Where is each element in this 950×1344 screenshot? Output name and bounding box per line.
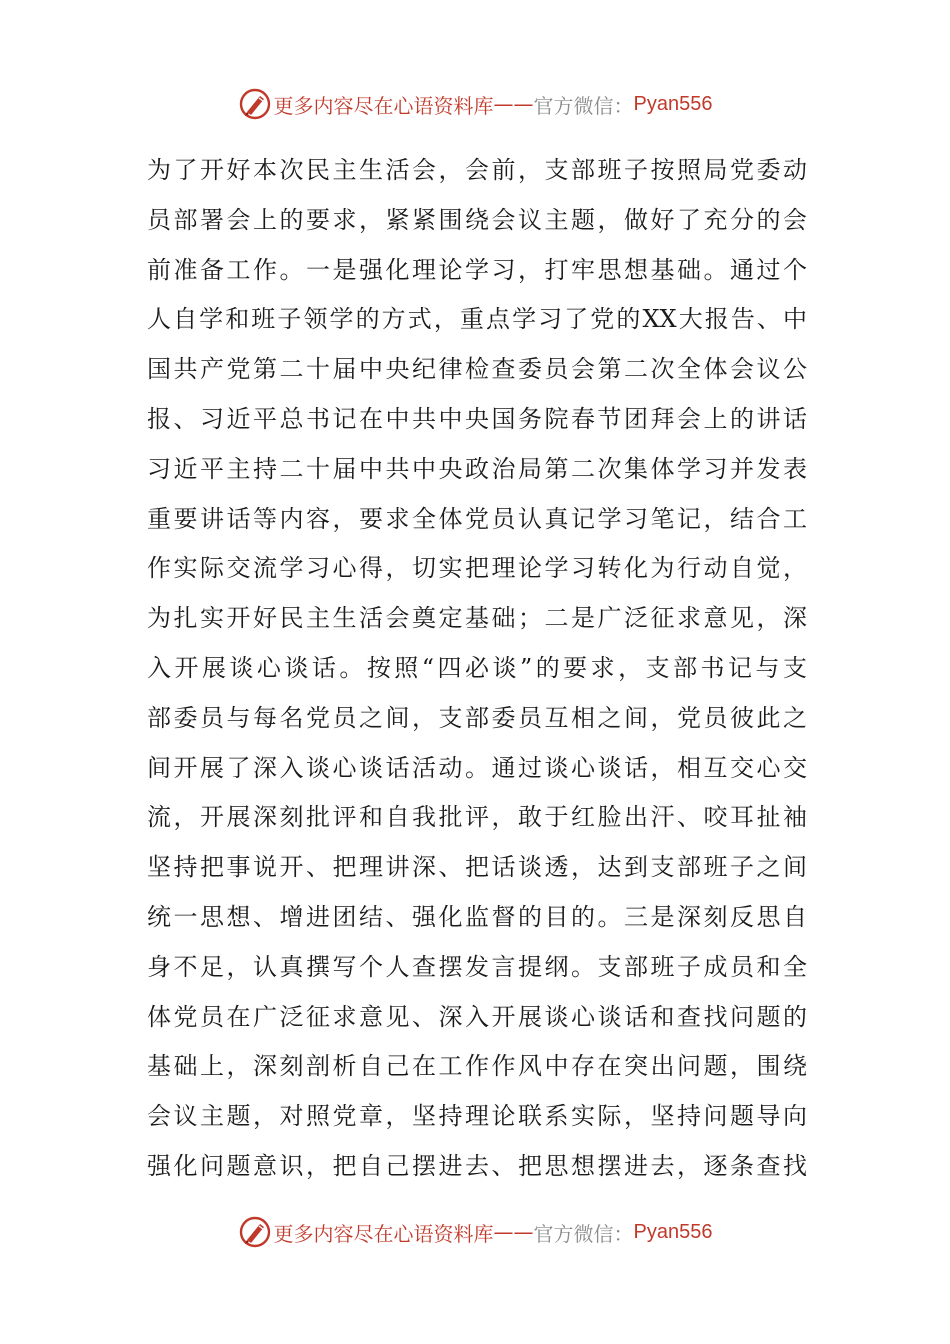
text-line: 为扎实开好民主生活会奠定基础；二是广泛征求意见，深 bbox=[147, 604, 807, 633]
banner-text: 更多内容尽在心语资料库 bbox=[273, 93, 494, 118]
text-line: 身不足，认真撰写个人查摆发言提纲。支部班子成员和全 bbox=[147, 952, 807, 981]
text-line: 人自学和班子领学的方式，重点学习了党的XX大报告、中 bbox=[147, 305, 807, 334]
banner-wechat-label: 官方微信： bbox=[533, 1221, 634, 1246]
text-line: 统一思想、增进团结、强化监督的目的。三是深刻反思自 bbox=[147, 902, 807, 931]
text-line: 重要讲话等内容，要求全体党员认真记学习笔记，结合工 bbox=[147, 504, 807, 533]
banner-wechat-label: 官方微信： bbox=[533, 93, 634, 118]
text-line: 国共产党第二十届中央纪律检查委员会第二次全体会议公 bbox=[147, 355, 807, 384]
text-line: 入开展谈心谈话。按照“四必谈”的要求，支部书记与支 bbox=[147, 653, 807, 682]
pen-logo-icon bbox=[238, 1215, 272, 1249]
text-line: 报、习近平总书记在中共中央国务院春节团拜会上的讲话 bbox=[147, 404, 807, 433]
text-line: 间开展了深入谈心谈话活动。通过谈心谈话，相互交心交 bbox=[147, 753, 807, 782]
text-line: 前准备工作。一是强化理论学习，打牢思想基础。通过个 bbox=[147, 255, 807, 284]
text-line: 习近平主持二十届中共中央政治局第二次集体学习并发表 bbox=[147, 454, 807, 483]
text-line: 员部署会上的要求，紧紧围绕会议主题，做好了充分的会 bbox=[147, 205, 807, 234]
text-line: 基础上，深刻剖析自己在工作作风中存在突出问题，围绕 bbox=[147, 1052, 807, 1081]
text-line: 流，开展深刻批评和自我批评，敢于红脸出汗、咬耳扯袖 bbox=[147, 803, 807, 832]
text-line: 强化问题意识，把自己摆进去、把思想摆进去，逐条查找 bbox=[147, 1151, 807, 1180]
banner-wechat-id: Pyan556 bbox=[633, 92, 713, 115]
text-line: 为了开好本次民主生活会，会前，支部班子按照局党委动 bbox=[147, 156, 807, 184]
text-line: 体党员在广泛征求意见、深入开展谈心谈话和查找问题的 bbox=[147, 1002, 807, 1031]
banner-wechat-id: Pyan556 bbox=[633, 1220, 713, 1243]
text-line: 坚持把事说开、把理讲深、把话谈透，达到支部班子之间 bbox=[147, 853, 807, 882]
text-line: 作实际交流学习心得，切实把理论学习转化为行动自觉， bbox=[147, 554, 807, 583]
pen-logo-icon bbox=[238, 87, 272, 121]
text-line: 会议主题，对照党章，坚持理论联系实际，坚持问题导向 bbox=[147, 1102, 807, 1131]
banner-text: 更多内容尽在心语资料库 bbox=[273, 1221, 494, 1246]
header-watermark-banner bbox=[0, 84, 950, 124]
banner-dash: —— bbox=[493, 92, 534, 116]
banner-dash: —— bbox=[493, 1220, 534, 1244]
footer-watermark-banner bbox=[0, 1212, 950, 1252]
document-body bbox=[147, 146, 807, 1192]
text-line: 部委员与每名党员之间，支部委员互相之间，党员彼此之 bbox=[147, 703, 807, 732]
